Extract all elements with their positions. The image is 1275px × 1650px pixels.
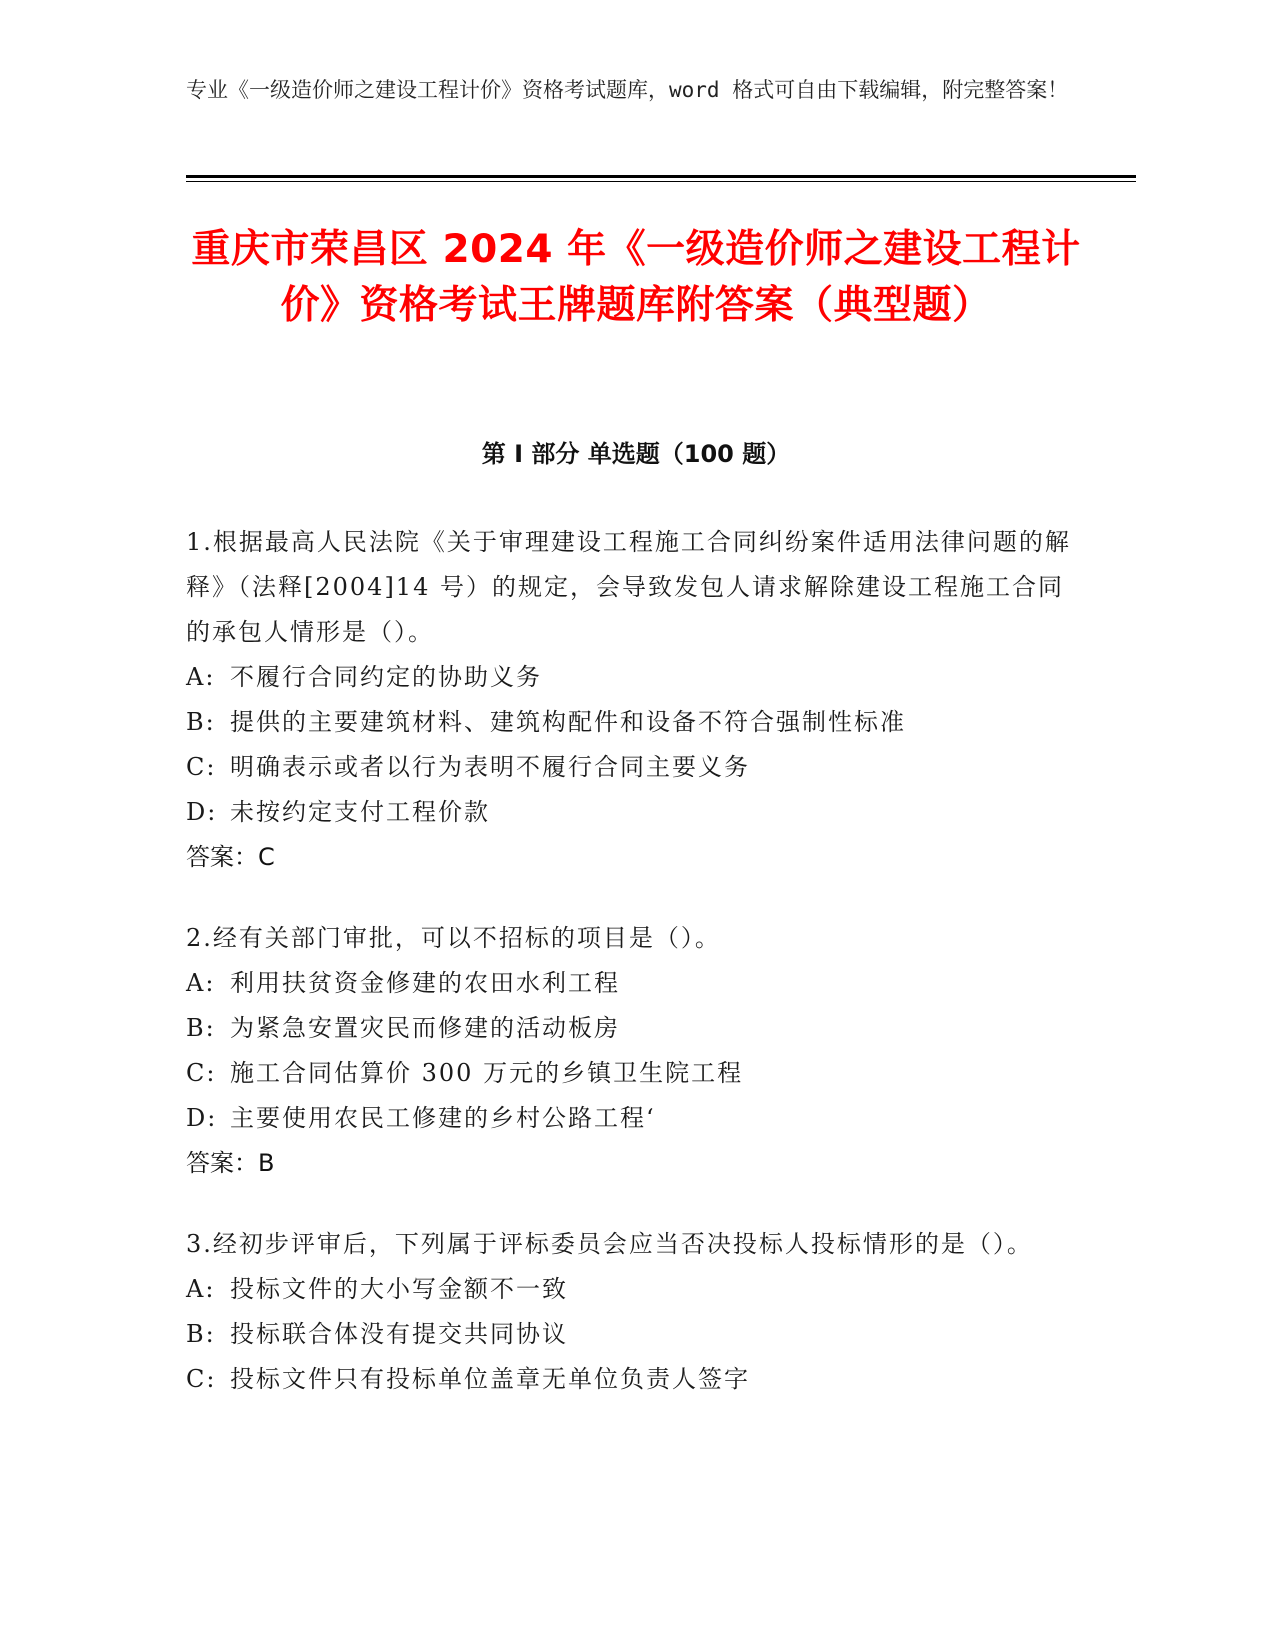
header-rule-thin xyxy=(186,181,1136,182)
option-text: 不履行合同约定的协助义务 xyxy=(230,663,542,691)
document-title: 重庆市荣昌区 2024 年《一级造价师之建设工程计价》资格考试王牌题库附答案（典型题） xyxy=(191,227,1081,328)
question-stem: 3.经初步评审后，下列属于评标委员会应当否决投标人投标情形的是（）。 xyxy=(186,1230,1033,1258)
option-letter: B: xyxy=(186,1014,216,1042)
question-stem: 2.经有关部门审批，可以不招标的项目是（）。 xyxy=(186,924,721,952)
option-text: 投标联合体没有提交共同协议 xyxy=(230,1320,568,1348)
option-letter: A: xyxy=(186,1275,216,1303)
option-a xyxy=(186,655,1086,700)
header-note: 专业《一级造价师之建设工程计价》资格考试题库，word 格式可自由下载编辑，附完整答案！ xyxy=(186,78,1069,102)
option-letter: D: xyxy=(186,1104,218,1132)
option-text: 投标文件的大小写金额不一致 xyxy=(230,1275,568,1303)
option-text: 主要使用农民工修建的乡村公路工程‘ xyxy=(230,1104,656,1132)
option-letter: C: xyxy=(186,1059,217,1087)
option-text: 明确表示或者以行为表明不履行合同主要义务 xyxy=(230,753,750,781)
option-letter: C: xyxy=(186,1365,217,1393)
option-letter: C: xyxy=(186,753,217,781)
option-letter: B: xyxy=(186,708,216,736)
section-title: 第 I 部分 单选题（100 题） xyxy=(481,440,791,468)
answer-line: 答案：B xyxy=(186,1149,275,1177)
option-text: 投标文件只有投标单位盖章无单位负责人签字 xyxy=(230,1365,750,1393)
header-rule-thick xyxy=(186,175,1136,178)
option-c xyxy=(186,745,1086,790)
option-b xyxy=(186,1006,1086,1051)
question-list xyxy=(186,520,1086,1438)
option-text: 提供的主要建筑材料、建筑构配件和设备不符合强制性标准 xyxy=(230,708,906,736)
option-a xyxy=(186,1267,1086,1312)
option-letter: A: xyxy=(186,969,216,997)
option-d xyxy=(186,1096,1086,1141)
option-letter: A: xyxy=(186,663,216,691)
option-text: 为紧急安置灾民而修建的活动板房 xyxy=(230,1014,620,1042)
option-text: 施工合同估算价 300 万元的乡镇卫生院工程 xyxy=(230,1059,744,1087)
question-2 xyxy=(186,916,1086,1186)
option-letter: B: xyxy=(186,1320,216,1348)
option-text: 利用扶贫资金修建的农田水利工程 xyxy=(230,969,620,997)
option-b xyxy=(186,1312,1086,1357)
option-c xyxy=(186,1051,1086,1096)
question-1 xyxy=(186,520,1086,880)
option-b xyxy=(186,700,1086,745)
answer-line: 答案：C xyxy=(186,843,275,871)
question-stem: 1.根据最高人民法院《关于审理建设工程施工合同纠纷案件适用法律问题的解释》（法释[2004]14 号）的规定，会导致发包人请求解除建设工程施工合同的承包人情形是（）。 xyxy=(186,528,1071,646)
option-a xyxy=(186,961,1086,1006)
option-text: 未按约定支付工程价款 xyxy=(230,798,490,826)
option-letter: D: xyxy=(186,798,218,826)
option-d xyxy=(186,790,1086,835)
option-c xyxy=(186,1357,1086,1402)
question-3 xyxy=(186,1222,1086,1402)
